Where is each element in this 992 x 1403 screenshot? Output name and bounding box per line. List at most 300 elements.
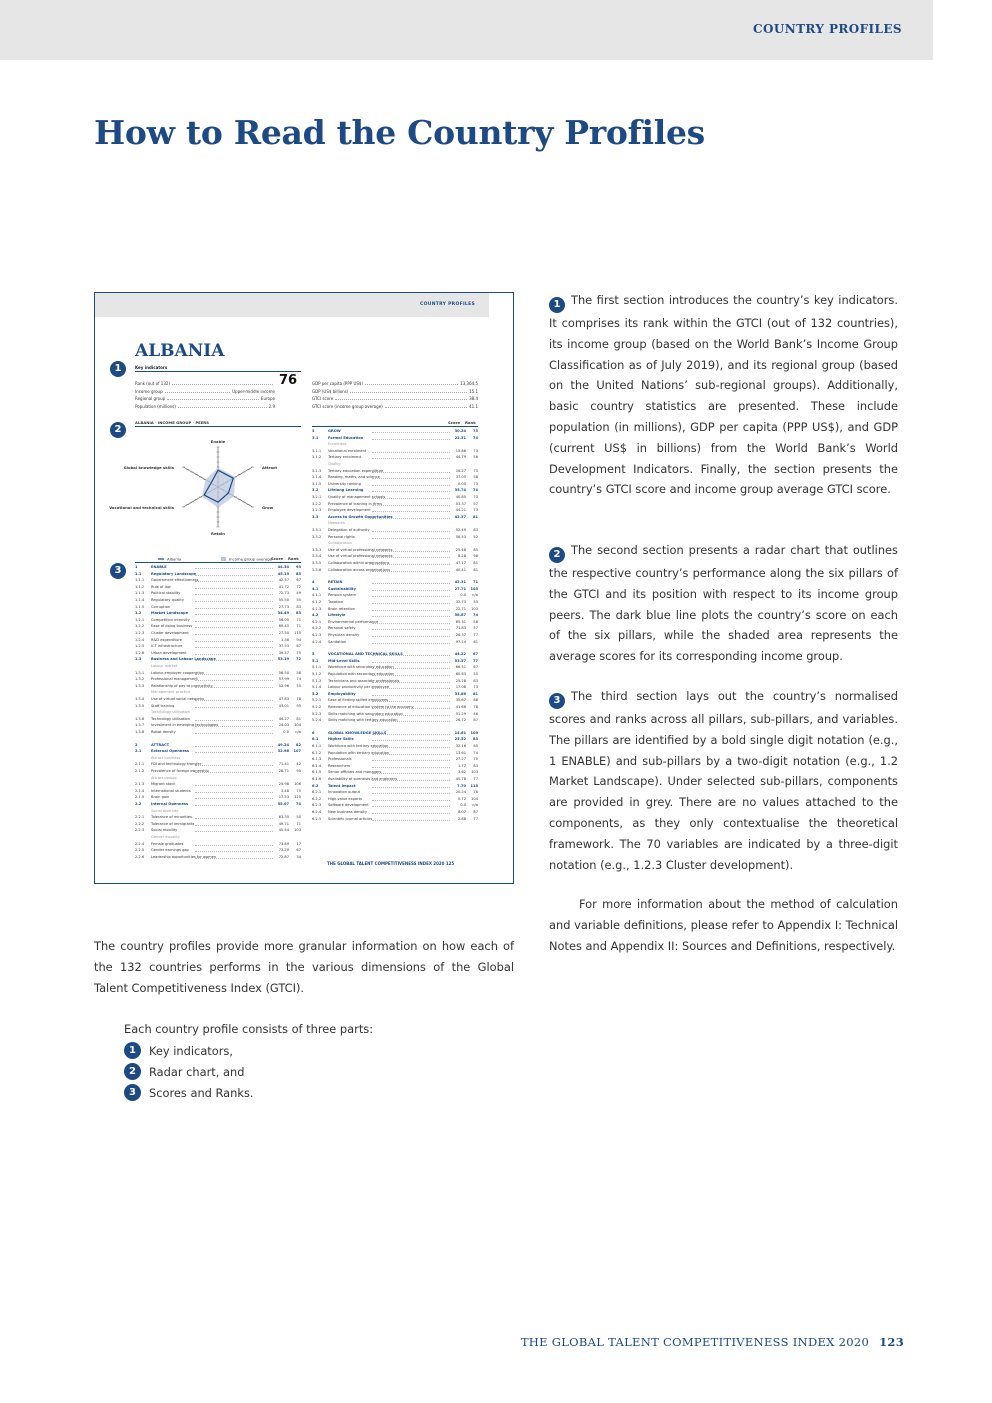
score-row-r: 83 <box>472 737 478 742</box>
score-row-leader <box>195 726 273 727</box>
score-row-n: 2.2.5 <box>135 848 145 853</box>
score-row-name: Rule of law <box>151 584 171 589</box>
score-row-r: 55 <box>473 600 478 604</box>
score-row-s: 27.71 <box>454 586 466 591</box>
score-row-n: 3.3.2 <box>312 534 322 539</box>
score-row-n: 2.1.3 <box>135 782 145 787</box>
score-row-leader <box>195 601 273 602</box>
indicator-label: GDP (US$ billions) <box>312 388 349 394</box>
score-row-n: 1.1.3 <box>135 591 145 596</box>
score-row-r: 106 <box>294 782 301 787</box>
score-row-name: Pension system <box>328 593 357 598</box>
score-row-s: 26.72 <box>455 718 466 723</box>
score-row-s: 27.73 <box>278 604 289 609</box>
score-row-n: 5.1.3 <box>312 678 322 683</box>
score-row-leader <box>372 616 450 617</box>
score-row-n: 6.2.3 <box>312 803 322 808</box>
score-row-r: 103 <box>471 770 478 775</box>
score-row-name: Gender earnings gap <box>151 848 189 853</box>
score-row-leader <box>195 660 273 661</box>
score-row-leader <box>195 798 273 799</box>
radar-title: ALBANIA · INCOME GROUP · PEERS <box>135 420 209 425</box>
score-row-name: Regulatory quality <box>151 598 184 602</box>
score-row-n: 3.3.3 <box>312 547 322 552</box>
score-row-leader <box>372 754 450 755</box>
score-row-s: 17.53 <box>278 795 289 800</box>
score-row-name: Use of virtual professional networks <box>328 547 393 552</box>
score-row-s: 45.44 <box>278 828 289 833</box>
score-row-leader <box>372 740 450 741</box>
score-row-s: 44.79 <box>455 455 466 460</box>
score-row-leader <box>372 688 450 689</box>
score-row-leader <box>372 655 450 656</box>
legend-average-label: Income group average <box>229 556 272 562</box>
score-row-s: 32.73 <box>455 600 466 604</box>
list-intro: Each country profile consists of three parts: <box>124 1022 374 1036</box>
score-row-leader <box>372 511 450 512</box>
radar-axis-label: Vocational and technical skills <box>109 505 174 510</box>
score-row-n: 1 <box>135 565 138 569</box>
score-row-r: 67 <box>472 652 478 657</box>
score-row-r: 74 <box>472 435 478 440</box>
indicator-row <box>312 404 478 409</box>
score-row-r: 74 <box>472 488 478 493</box>
indicator-value: 2.9 <box>268 403 275 409</box>
score-row-s: 44.34 <box>277 565 289 569</box>
score-row-name: Collaboration <box>328 541 352 546</box>
score-row-leader <box>195 720 273 721</box>
score-row-leader <box>372 695 450 696</box>
score-row-s: 14.61 <box>454 730 466 735</box>
score-row-n: 4.2.1 <box>312 619 322 624</box>
score-row-n: 5.1 <box>312 658 319 663</box>
score-row-name: Availability of scientists and engineers <box>328 777 398 781</box>
score-row-name: Population with secondary education <box>328 672 395 676</box>
score-row-s: 32.98 <box>277 749 289 754</box>
score-row <box>135 855 301 862</box>
score-row <box>312 718 478 725</box>
score-row-r: 75 <box>296 788 301 793</box>
score-row-n: 1.3.1 <box>135 670 145 675</box>
score-row-n: 6.2.5 <box>312 816 322 821</box>
score-row-s: 37.53 <box>278 644 289 649</box>
score-row-r: 78 <box>473 705 478 709</box>
list-item <box>124 1042 233 1059</box>
score-row-name: Quality <box>328 462 341 466</box>
score-row-leader <box>195 608 273 609</box>
score-row-name: Attract people <box>151 775 177 780</box>
score-row-name: Labour market <box>151 664 178 668</box>
score-row-r: 49 <box>296 591 301 596</box>
score-row-name: Senior officials and managers <box>328 770 382 775</box>
score-row-r: 81 <box>473 561 478 565</box>
score-row-s: 73.89 <box>278 841 289 846</box>
score-row-s: 27.27 <box>455 757 466 762</box>
score-row-s: 69.45 <box>278 624 289 629</box>
thumbnail-header-label: COUNTRY PROFILES <box>420 302 475 307</box>
score-row-leader <box>195 700 273 701</box>
score-row-leader <box>372 629 450 630</box>
score-row-n: 5.2.1 <box>312 698 322 703</box>
badge-3-thumbnail: 3 <box>110 563 126 579</box>
score-row-r: 71 <box>296 624 301 629</box>
score-row-n: 3.3.1 <box>312 528 322 532</box>
score-row-n: 1.2.1 <box>135 617 145 622</box>
score-row-s: 28.37 <box>455 633 466 637</box>
score-row-r: 74 <box>473 750 478 755</box>
legend-average-swatch <box>221 557 226 561</box>
score-row-leader <box>372 820 450 821</box>
indicator-row <box>135 396 275 401</box>
indicator-value: 38.4 <box>469 396 478 401</box>
score-row-leader <box>195 818 273 819</box>
score-row-s: 27.50 <box>278 631 289 635</box>
score-row-n: 2.1.1 <box>135 762 145 767</box>
score-row-leader <box>372 675 450 676</box>
score-row-s: 44.22 <box>454 652 466 657</box>
indicator-leader <box>350 389 467 393</box>
score-row-n: 3.1.2 <box>312 455 322 460</box>
score-row-leader <box>195 772 273 773</box>
score-row-name: Prevalence of training in firms <box>328 501 382 506</box>
score-row-r: 82 <box>295 742 301 747</box>
score-row-name: Reading, maths, and science <box>328 475 380 480</box>
score-row-name: Professional management <box>151 677 198 682</box>
score-row-r: 55 <box>473 672 478 676</box>
score-row-n: 1.1 <box>135 571 142 576</box>
badge-2: 2 <box>549 547 565 563</box>
score-row-n: 2 <box>135 742 138 747</box>
score-row-r: 73 <box>473 481 478 486</box>
score-row-n: 3.2.2 <box>312 501 322 506</box>
score-row-r: 125 <box>294 795 301 800</box>
score-row-n: 3.3.6 <box>312 567 322 572</box>
score-row-leader <box>372 564 450 565</box>
score-row-r: 87 <box>473 718 478 723</box>
section1-text: The first section introduces the country’s key indicators. It comprises its rank within the GTCI (out of 132 countries), its income group (based on the World Bank’s Income Group Classification as of July 2019), and its regional group (based on the United Nations’ sub-regional groups). Additionally, basic country statistics are presented. These include population (in millions), GDP per capita (PPP US$), and GDP (current US$ in billions) from the World Bank’s World Development Indicators. Finally, the section presents the country’s GTCI score and income group average GTCI score. <box>549 293 898 497</box>
score-row-name: Attract business <box>151 755 181 760</box>
list-item <box>124 1084 254 1101</box>
score-row-name: Technology utilisation <box>151 710 190 715</box>
score-row-s: 42.37 <box>454 514 466 519</box>
indicator-leader <box>172 381 273 385</box>
score-row-name: GROW <box>328 429 341 433</box>
score-row-n: 5.2.3 <box>312 711 322 716</box>
thumbnail-page <box>95 293 489 883</box>
score-row-n: 3.1.3 <box>312 468 322 473</box>
score-row-s: 71.83 <box>455 626 466 631</box>
score-row-r: 73 <box>473 495 478 499</box>
radar-axis-label: Retain <box>211 531 225 536</box>
score-row-r: 103 <box>471 606 478 611</box>
score-row-name: Taxation <box>328 600 344 604</box>
score-row-leader <box>195 575 273 576</box>
appendix-paragraph: For more information about the method of calculation and variable definitions, please refer to Appendix I: Technical Notes and Appendix II: Sources and Definitions, respectively. <box>549 897 898 953</box>
score-row-n: 3.2.1 <box>312 495 322 499</box>
score-row <box>312 640 478 647</box>
score-row-name: Collaboration across organisations <box>328 567 390 572</box>
score-row-s: 30.24 <box>454 429 466 433</box>
score-row-name: Scientific journal articles <box>328 816 373 821</box>
score-row-name: Relationship of pay to productivity <box>151 683 213 688</box>
score-row-n: 5.2 <box>312 691 319 696</box>
score-row-r: 83 <box>473 528 478 532</box>
score-row-leader <box>372 806 450 807</box>
score-row-n: 2.2.1 <box>135 815 145 820</box>
score-row-leader <box>195 647 273 648</box>
page-footer <box>521 1335 904 1349</box>
score-row-s: 16.27 <box>455 468 466 473</box>
score-row-r: 77 <box>473 633 478 637</box>
score-row-s: 60.63 <box>455 672 466 676</box>
indicator-label: Rank (out of 132) <box>135 381 170 386</box>
score-row-leader <box>195 568 273 569</box>
score-row-name: Employee development <box>328 508 371 513</box>
score-row-r: 87 <box>473 810 478 814</box>
score-row-s: 42.31 <box>454 580 466 585</box>
score-row-name: Quality of management schools <box>328 495 386 499</box>
score-row-name: University ranking <box>328 481 361 486</box>
indicator-leader <box>167 396 259 400</box>
score-row-n: 1.2.4 <box>135 637 145 642</box>
score-row-name: Formal Education <box>328 435 364 440</box>
score-row-name: Use of virtual professional networks <box>328 554 393 559</box>
score-row-leader <box>195 765 273 766</box>
score-row-name: Mid-Level Skills <box>328 658 360 663</box>
score-row-leader <box>372 813 450 814</box>
score-row-leader <box>372 439 450 440</box>
score-row-name: Software development <box>328 803 369 808</box>
intro-paragraph: The country profiles provide more granular information on how each of the 132 countries performs in the various dimensions of the Global Talent Competitiveness Index (GTCI). <box>94 939 514 995</box>
score-row-name: Personal safety <box>328 626 356 631</box>
score-row-name: Migrant stock <box>151 782 176 787</box>
score-row-name: Social diversity <box>151 808 179 813</box>
score-row-leader <box>195 851 273 852</box>
score-row-name: Technology utilisation <box>151 716 190 721</box>
score-row-r: 72 <box>296 584 301 589</box>
score-row-r: 105 <box>470 586 478 591</box>
score-row-name: FDI and technology transfer <box>151 762 202 767</box>
score-row-s: 0.00 <box>457 481 466 486</box>
score-row-s: 35.74 <box>454 488 466 493</box>
score-row-n: 1.1.4 <box>135 598 145 602</box>
profile-thumbnail <box>94 292 514 884</box>
score-row-s: 57.99 <box>278 677 289 682</box>
score-row-n: 1.1.2 <box>135 584 145 589</box>
score-row-name: Vocational enrolment <box>328 448 367 453</box>
score-row-n: 2.2.6 <box>135 854 145 859</box>
score-row-s: 35.67 <box>455 698 466 703</box>
score-row-name: Political stability <box>151 591 181 596</box>
score-row-name: Technicians and associate professionals <box>328 678 400 683</box>
score-row-name: Personal rights <box>328 534 355 539</box>
score-row-leader <box>195 621 273 622</box>
score-row-leader <box>372 557 450 558</box>
score-row-leader <box>372 636 450 637</box>
score-row-name: New business density <box>328 810 367 814</box>
score-row-leader <box>372 603 450 604</box>
score-row-r: 73 <box>473 508 478 513</box>
score-row-name: Female graduates <box>151 841 184 846</box>
indicator-row <box>312 396 478 401</box>
score-row-name: Workforce with tertiary education <box>328 744 389 748</box>
score-row-s: 52.96 <box>278 683 289 688</box>
score-row-name: Environmental performance <box>328 619 379 624</box>
score-row-name: Tolerance of minorities <box>151 815 192 820</box>
score-row-name: Sanitation <box>328 639 347 644</box>
score-row-leader <box>372 472 450 473</box>
score-row-leader <box>372 491 450 492</box>
score-row-name: Ease of doing business <box>151 624 193 629</box>
score-row-n: 1.3.6 <box>135 716 145 721</box>
indicator-value: 15.1 <box>469 388 478 394</box>
radar-chart <box>109 427 303 567</box>
score-row-r: 93 <box>295 565 301 569</box>
score-row-s: 44.21 <box>455 508 466 513</box>
thumbnail-rule <box>135 371 301 372</box>
badge-3-list: 3 <box>124 1084 141 1101</box>
score-row-n: 4.2.4 <box>312 639 322 644</box>
badge-2-list: 2 <box>124 1063 141 1080</box>
score-row-n: 6.2.2 <box>312 796 322 801</box>
score-row-n: 3.3.4 <box>312 554 322 559</box>
score-row-n: 5.1.2 <box>312 672 322 676</box>
score-row-name: RETAIN <box>328 580 343 585</box>
score-row-leader <box>372 531 450 532</box>
score-row-leader <box>372 662 450 663</box>
score-row-n: 4.1.2 <box>312 600 322 604</box>
score-row-s: 56.05 <box>278 617 289 622</box>
score-row-n: 4.2.2 <box>312 626 322 631</box>
indicator-label: GTCI score (income group average) <box>312 403 383 409</box>
score-row-s: 72.73 <box>278 591 289 596</box>
score-row-s: 49.24 <box>277 742 289 747</box>
indicator-label: GTCI score <box>312 396 334 401</box>
score-row-name: GLOBAL KNOWLEDGE SKILLS <box>328 730 387 735</box>
score-row-leader <box>372 747 450 748</box>
score-row-s: 97.14 <box>455 639 466 644</box>
score-row-s: 39.57 <box>278 650 289 655</box>
indicator-leader <box>365 381 458 385</box>
indicator-label: Regional group <box>135 396 166 401</box>
score-row-leader <box>195 752 273 753</box>
score-row-n: 3.1 <box>312 435 319 440</box>
score-row-n: 4 <box>312 580 315 585</box>
score-row-leader <box>195 858 273 859</box>
score-row-leader <box>372 583 450 584</box>
score-row-leader <box>372 590 450 591</box>
score-row-r: 83 <box>296 604 301 609</box>
score-row-s: 43.01 <box>278 703 289 708</box>
score-row-leader <box>372 773 450 774</box>
rank-column-label: Rank <box>288 556 299 561</box>
score-row-n: 1.1.1 <box>135 578 145 583</box>
score-row-leader <box>372 478 450 479</box>
score-row-s: 0.0 <box>460 593 466 598</box>
score-row-n: 3.2 <box>312 488 319 493</box>
score-row-name: Employability <box>328 691 356 696</box>
section3-text: The third section lays out the country’s normalised scores and ranks across all pillars, sub-pillars, and variables. The pillars are identified by a bold single digit notation (e.g., 1 ENABLE) and sub-pillars by a two-digit notation (e.g., 1.2 Market Landscape). Under selected sub-pillars, components are provided in grey. There are no values attached to the components, as they only contextualise the theoretical framework. The 70 variables are indicated by a three-digit notation (e.g., 1.2.3 Cluster development). <box>549 689 898 872</box>
score-row-name: VOCATIONAL AND TECHNICAL SKILLS <box>328 652 403 657</box>
score-row-name: Leadership opportunities for women <box>151 854 217 859</box>
score-row-n: 3.1.1 <box>312 448 322 453</box>
score-row-r: 95 <box>296 703 301 708</box>
score-row-s: 58.53 <box>455 534 466 539</box>
score-row-leader <box>372 682 450 683</box>
score-row-s: 22.51 <box>454 435 466 440</box>
score-row-r: 56 <box>473 455 478 460</box>
thumbnail-rank: 76 <box>279 373 298 388</box>
score-row-name: High-value exports <box>328 796 362 801</box>
thumbnail-footer: THE GLOBAL TALENT COMPETITIVENESS INDEX 2020 125 <box>327 861 455 866</box>
badge-2-thumbnail: 2 <box>110 422 126 438</box>
score-row-n: 1.3.3 <box>135 683 145 688</box>
score-column-label: Score <box>271 556 284 561</box>
score-row-n: 4.1.1 <box>312 593 322 598</box>
score-row-n: 1.2.3 <box>135 631 145 635</box>
score-row-n: 6.1.1 <box>312 744 322 748</box>
score-row-r: 58 <box>473 475 478 480</box>
score-row-n: 5.2.2 <box>312 705 322 709</box>
score-row-name: Skills matching with secondary education <box>328 711 403 716</box>
score-row-name: Workforce with secondary education <box>328 665 394 670</box>
score-row-leader <box>195 588 273 589</box>
score-row-r: 115 <box>294 631 301 635</box>
score-row-leader <box>372 701 450 702</box>
score-row-n: 4.1 <box>312 586 319 591</box>
score-row-s: 7.70 <box>457 783 466 788</box>
score-row-r: n/a <box>295 730 301 734</box>
score-row-r: 77 <box>472 658 478 663</box>
score-row-n: 6.2 <box>312 783 319 788</box>
score-row-n: 6 <box>312 730 315 735</box>
score-row-r: 74 <box>296 677 301 682</box>
legend-country-label: Albania <box>167 556 182 562</box>
score-row-r: 72 <box>295 657 301 662</box>
score-row-name: Management practice <box>151 690 191 695</box>
score-row-name: Lifelong Learning <box>328 488 364 493</box>
score-row-s: 47.83 <box>278 697 289 701</box>
score-row-leader <box>372 643 450 644</box>
score-row-n: 3.2.3 <box>312 508 322 513</box>
score-row-n: 1.3.5 <box>135 703 145 708</box>
score-row-leader <box>195 634 273 635</box>
score-row-n: 6.1.4 <box>312 763 322 768</box>
score-row-name: Talent Impact <box>328 783 356 788</box>
indicator-label: Income group <box>135 388 163 394</box>
indicator-leader <box>165 389 231 393</box>
score-row-r: 73 <box>472 429 478 433</box>
score-row-r: 77 <box>473 816 478 821</box>
score-row-leader <box>372 715 450 716</box>
indicator-value: Europe <box>260 396 275 401</box>
score-row-r: 115 <box>470 783 478 788</box>
score-row-r: 61 <box>473 639 478 644</box>
score-row-n: 1.3.8 <box>135 730 145 734</box>
score-row-leader <box>372 734 450 735</box>
score-row-r: 34 <box>296 854 301 859</box>
score-row-s: 8.07 <box>457 810 466 814</box>
score-row-r: 73 <box>473 685 478 690</box>
indicator-value: Upper-middle income <box>232 388 275 394</box>
score-row-s: 45.78 <box>455 777 466 781</box>
scores-rule <box>135 562 301 563</box>
score-row-s: 25.98 <box>278 782 289 787</box>
score-row-r: 46 <box>473 711 478 716</box>
indicator-value: 41.1 <box>469 403 478 409</box>
score-row-r: 73 <box>473 448 478 453</box>
score-row-s: 2.88 <box>457 816 466 821</box>
